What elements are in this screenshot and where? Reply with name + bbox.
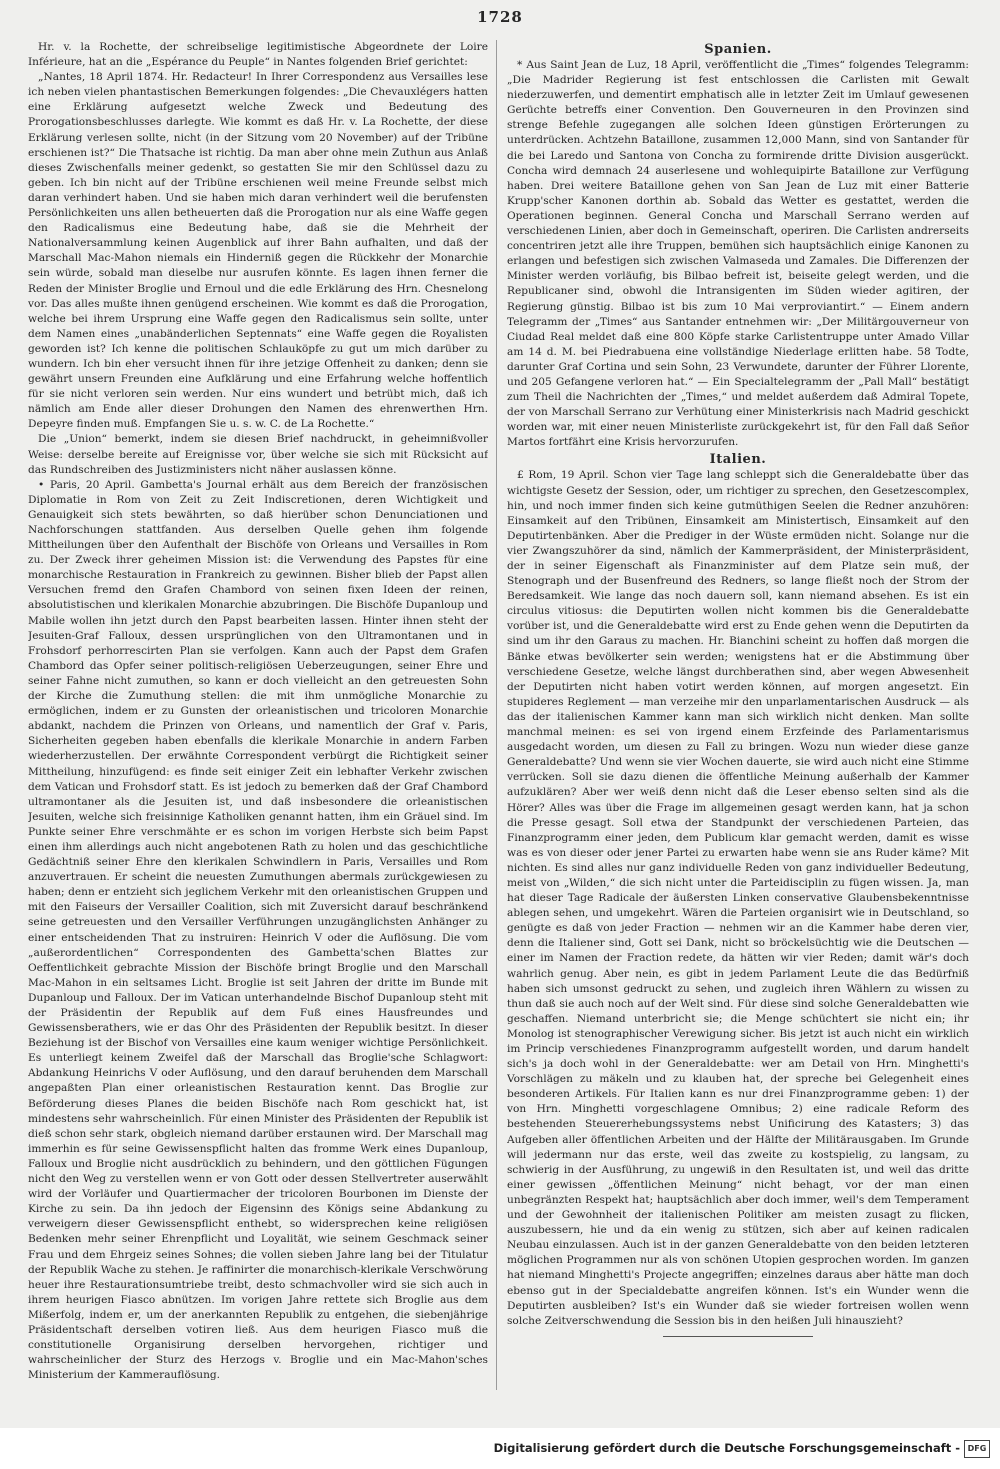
right-column: [507, 40, 969, 1400]
section-heading-italy: Italien.: [709, 452, 767, 468]
article-spain: * Aus Saint Jean de Luz, 18 April, veröffentlicht die „Times“ folgendes Telegramm: „Die Madrider Regierung ist fest entschlossen die Carlisten mit Gewalt niederzuwerfen, und dementirt emphatisch alle in letzter Zeit im Umlauf gewesenen Gerüchte betreffs einer Convention. Den Gouverneuren in den Provinzen sind strenge Befehle zugegangen alle solchen Ideen günstigen Erörterungen zu unterdrücken. Achtzehn Bataillone, zusammen 12,000 Mann, sind von Santander für die bei Laredo und Santona von Concha zu formirende dritte Division ausgerückt. Concha wird demnach 24 auserlesene und wohlequipirte Bataillone zur Verfügung haben. Drei weitere Bataillone gehen von San Jean de Luz mit einer Batterie Krupp'scher Kanonen dorthin ab. Sobald das Wetter es gestattet, werden die Operationen beginnen. General Concha und Marschall Serrano werden auf verschiedenen Linien, aber doch in Gemeinschaft, operiren. Die Carlisten andrerseits concentriren jetzt alle ihre Truppen, bemühen sich hauptsächlich einige Kanonen zu erlangen und befestigen sich zwischen Valmaseda und Zamales. Die Differenzen der Minister werden vorläufig, bis Bilbao befreit ist, beiseite gelegt werden, und die Republicaner sind, obwohl die Intransigenten im Süden wieder agitiren, der Regierung günstig. Bilbao ist bis zum 10 Mai verproviantirt.“ — Einem andern Telegramm der „Times“ aus Santander entnehmen wir: „Der Militärgouverneur von Ciudad Real meldet daß eine 800 Köpfe starke Carlistentruppe unter Amado Villar am 14 d. M. bei Piedrabuena eine vollständige Niederlage erlitten habe. 58 Todte, darunter Graf Cortina und sein Sohn, 23 Verwundete, darunter der Führer Llorente, und 205 Gefangene verloren hat.“ — Ein Specialtelegramm der „Pall Mall“ bestätigt zum Theil die Nachrichten der „Times,“ und meldet außerdem daß Admiral Topete, der von Marschall Serrano zur Verhütung einer Ministerkrisis nach Madrid geschickt worden war, mit einer neuen Ministerliste zurückgekehrt ist, für den Fall daß Señor Martos fortfährt eine Krisis hervorzurufen.: [507, 59, 969, 449]
left-column: [28, 40, 488, 1400]
footer-credit: Digitalisierung gefördert durch die Deutsche Forschungsgemeinschaft -: [493, 1441, 960, 1455]
end-rule: [663, 1336, 813, 1337]
article-rochette-letter: „Nantes, 18 April 1874. Hr. Redacteur! In Ihrer Correspondenz aus Versailles lese ich neben vielen phantastischen Bemerkungen folgendes: „Die Chevauxlégers hatten eine Erklärung aufgesetzt welche Zweck und Bedeutung des Prorogationsbeschlusses darlegte. Wie kommt es daß Hr. v. La Rochette, der diese Erklärung verlesen sollte, nicht (in der Sitzung vom 20 November) auf der Tribüne erschienen ist?“ Die Thatsache ist richtig. Da man aber ohne mein Zuthun aus Anlaß dieses Zwischenfalls meiner gedenkt, so gestatten Sie mir den Schlüssel dazu zu geben. Ich bin nicht auf der Tribüne erschienen weil meine Freunde selbst mich daran verhindert haben. Und sie haben mich daran verhindert weil die berufensten Persönlichkeiten uns allen betheuerten daß die Prorogation nur als eine Waffe gegen den Radicalismus eine Bedeutung habe, daß sie die Mehrheit der Nationalversammlung keinen Augenblick auf ihrer Bahn aufhalten, und daß der Marschall Mac-Mahon niemals ein Hinderniß gegen die Rückkehr der Monarchie sein würde, sobald man dieselbe nur ausrufen könnte. Es lagen ihnen ferner die Reden der Minister Broglie und Ernoul und die edle Erklärung des Hrn. Chesnelong vor. Das alles mußte ihnen genügend erscheinen. Wie kommt es daß die Prorogation, welche bei ihrem Ursprung eine Waffe gegen den Radicalismus sein sollte, unter dem Namen eines „unabänderlichen Septennats“ eine Waffe gegen die Royalisten geworden ist? Ich kenne die politischen Schlauköpfe zu gut um mich darüber zu wundern. Ich bin eher versucht ihnen für ihre jetzige Offenheit zu danken; denn sie gewährt unsern Freunden eine Aufklärung und eine Erfahrung welche hoffentlich für sie nicht verloren sein werden. Nur eins wundert und betrübt mich, daß ich nämlich am Ende aller dieser Drohungen den Namen des ehrenwerthen Hrn. Depeyre finden muß. Empfangen Sie u. s. w. C. de La Rochette.“: [28, 71, 488, 431]
page-number: 1728: [477, 8, 523, 26]
footer-bar: [0, 1428, 1000, 1469]
article-rochette-intro: Hr. v. la Rochette, der schreibselige legitimistische Abgeordnete der Loire Inférieure, hat an die „Espérance du Peuple“ in Nantes folgenden Brief gerichtet:: [28, 41, 488, 69]
article-italy: £ Rom, 19 April. Schon vier Tage lang schleppt sich die Generaldebatte über das wichtigste Gesetz der Session, oder, um richtiger zu sprechen, den Gesetzescomplex, hin, und noch immer finden sich keine gutmüthigen Seelen die Redner anzuhören: Einsamkeit auf den Tribünen, Einsamkeit am Ministertisch, Einsamkeit auf den Deputirtenbänken. Aber die Prediger in der Wüste ermüden nicht. Solange nur die vier Zwangszuhörer da sind, nämlich der Kammerpräsident, der Ministerpräsident, der in seiner Eigenschaft als Finanzminister auf dem Platze sein muß, der Stenograph und der Busenfreund des Redners, so lange fließt noch der Strom der Beredsamkeit. Wie lange das noch dauern soll, kann niemand absehen. Es ist ein circulus vitiosus: die Deputirten wollen nicht kommen bis die Generaldebatte vorüber ist, und die Generaldebatte wird erst zu Ende gehen wenn die Deputirten da sind um ihr den Garaus zu machen. Hr. Bianchini scheint zu hoffen daß morgen die Bänke etwas bevölkerter sein werden; wenigstens hat er die Abstimmung über verschiedene Gesetze, welche längst durchberathen sind, aber wegen Abwesenheit der Deputirten nicht haben votirt werden können, auf morgen angesetzt. Ein stupideres Reglement — man verzeihe mir den unparlamentarischen Ausdruck — als das der italienischen Kammer kann man sich wirklich nicht denken. Man sollte manchmal meinen: es sei von irgend einem Erzfeinde des Parlamentarismus ausgedacht worden, um diesen zu Fall zu bringen. Wozu nun wieder diese ganze Generaldebatte? Und wenn sie vier Wochen dauerte, sie wird auch nicht eine Stimme verrücken. Soll sie dazu dienen die öffentliche Meinung außerhalb der Kammer aufzuklären? Aber wer weiß denn nicht daß die Leser ebenso selten sind als die Hörer? Alles was über die Frage im allgemeinen gesagt werden kann, hat ja schon die Presse gesagt. Soll etwa der Standpunkt der verschiedenen Parteien, das Finanzprogramm einer jeden, dem Publicum klar gemacht werden, damit es wisse was es von dieser oder jener Partei zu erwarten habe wenn sie ans Ruder käme? Mit nichten. Es sind alles nur ganz individuelle Reden von ganz individueller Bedeutung, meist von „Wilden,“ die sich nicht unter die Parteidisciplin zu fügen wissen. Ja, man hat dieser Tage Radicale der äußersten Linken conservative Glaubensbekenntnisse ablegen sehen, und umgekehrt. Wären die Parteien organisirt wie in Deutschland, so genügte es daß von jeder Fraction — nehmen wir an die Kammer habe deren vier, denn die Italiener sind, Gott sei Dank, nicht so bröckelsüchtig wie die Deutschen — einer im Namen der Fraction redete, da hätten wir vier Reden; damit wär's doch wahrlich genug. Aber nein, es gibt in jedem Parlament Leute die das Bedürfniß haben sich umsonst gedruckt zu sehen, und zugleich ihren Wählern zu wissen zu thun daß sie auch noch auf der Welt sind. Für diese sind solche Generaldebatten wie geschaffen. Niemand unterbricht sie; die Menge schüchtert sie nicht ein; ihr Monolog ist stenographischer Verewigung sicher. Bis jetzt ist auch nicht ein wirklich im Princip verschiedenes Finanzprogramm aufgestellt worden, und darum handelt sich's ja doch wohl in der Generaldebatte: wer am Detail von Hrn. Minghetti's Vorschlägen zu mäkeln und zu klauben hat, der spreche bei Gelegenheit eines besonderen Artikels. Für Italien kann es nur drei Finanzprogramme geben: 1) der von Hrn. Minghetti vorgeschlagene Omnibus; 2) eine radicale Reform des bestehenden Steuererhebungssystems nebst Unificirung des Katasters; 3) das Aufgeben aller öffentlichen Arbeiten und der Hälfte der Militärausgaben. Im Grunde will jedermann nur das erste, weil das zweite zu kostspielig, zu langsam, zu schwierig in der Ausführung, zu ungewiß in den Resultaten ist, und weil das dritte einer gewissen „öffentlichen Meinung“ nicht behagt, vor der man einen unbegränzten Respekt hat; hauptsächlich aber doch immer, weil's dem Temperament und der Gewohnheit der italienischen Politiker am meisten zusagt zu flicken, auszubessern, hie und da ein wenig zu stützen, sich aber auf keinen radicalen Neubau einzulassen. Auch ist in der ganzen Generaldebatte von den beiden letzteren möglichen Programmen nur als von schönen Utopien gesprochen worden. Im ganzen hat niemand Minghetti's Projecte angegriffen; einzelnes daraus aber hätte man doch ebenso gut in der Specialdebatte angreifen können. Ist's ein Wunder wenn die Deputirten ausbleiben? Ist's ein Wunder daß sie wieder fortreisen wollen wenn solche Zeitverschwendung die Session bis in den heißen Juli hinauszieht?: [507, 469, 969, 1327]
section-heading-spain: Spanien.: [704, 42, 772, 57]
article-union-note: Die „Union“ bemerkt, indem sie diesen Brief nachdruckt, in geheimnißvoller Weise: derselbe bereite auf Ereignisse vor, über welche sie sich mit Rücksicht auf das Rundschreiben des Justizministers nicht näher auslassen könne.: [28, 433, 488, 476]
column-divider: [496, 40, 497, 1390]
dfg-logo-icon: DFG: [964, 1440, 990, 1458]
article-paris: • Paris, 20 April. Gambetta's Journal erhält aus dem Bereich der französischen Diplomatie in Rom von Zeit zu Zeit Indiscretionen, deren Wichtigkeit und Genauigkeit sich stets bewährten, so daß hierüber schon Denunciationen und Nachforschungen stattfanden. Aus derselben Quelle gehen ihm folgende Mittheilungen über den Aufenthalt der Bischöfe von Orleans und Versailles in Rom zu. Der Zweck ihrer geheimen Mission ist: die Verwendung des Papstes für eine monarchische Restauration in Frankreich zu gewinnen. Bisher blieb der Papst allen Versuchen fremd den Grafen Chambord von seinen fixen Ideen der reinen, absolutistischen und klerikalen Monarchie abzubringen. Die Bischöfe Dupanloup und Mabile wollen ihn jetzt durch den Papst bearbeiten lassen. Hinter ihnen steht der Jesuiten-Graf Falloux, dessen ursprünglichen von den Ultramontanen und in Frohsdorf perhorrescirten Plan sie verfolgen. Kann auch der Papst dem Grafen Chambord das Opfer seiner politisch-religiösen Ueberzeugungen, seiner Ehre und seiner Fahne nicht zumuthen, so kann er doch vielleicht an den getreuesten Sohn der Kirche die Zumuthung stellen: die mit ihm unmögliche Monarchie zu ermöglichen, indem er zu Gunsten der orleanistischen und tricoloren Monarchie abdankt, nachdem die Prinzen von Orleans, und namentlich der Graf v. Paris, Sicherheiten gegeben haben ebenfalls die klerikale Monarchie in andern Farben wiederherzustellen. Der erwähnte Correspondent verbürgt die Richtigkeit seiner Mittheilung, hinzufügend: es finde seit einiger Zeit ein lebhafter Verkehr zwischen dem Vatican und Frohsdorf statt. Es ist jedoch zu bemerken daß der Graf Chambord ultramontaner als die Jesuiten ist, und daß insbesondere die orleanistischen Jesuiten, welche sich freisinnige Katholiken genannt hatten, ihm ein Gräuel sind. Im Punkte seiner Ehre verschmähte er es schon im vorigen Herbste sich beim Papst einen ihm allerdings auch nicht angebotenen Rath zu holen und das geschichtliche Gedächtniß seiner Ehre den klerikalen Schwindlern in Paris, Versailles und Rom anzuvertrauen. Er scheint die neuesten Zumuthungen abermals zurückgewiesen zu haben; denn er entzieht sich jeglichem Verkehr mit den orleanistischen Gruppen und mit den Faiseurs der Versailler Coalition, sich mit Zuversicht darauf beschränkend seine getreuesten und den Versailler Verführungen unzugänglichsten Anhänger zu einer entscheidenden That zu instruiren: Heinrich V oder die Auflösung. Die vom „außerordentlichen“ Correspondenten des Gambetta'schen Blattes zur Oeffentlichkeit gebrachte Mission der Bischöfe bringt Broglie und den Marschall Mac-Mahon in ein seltsames Licht. Broglie ist seit Jahren der dritte im Bunde mit Dupanloup und Falloux. Der im Vatican unterhandelnde Bischof Dupanloup steht mit der Präsidentin der Republik auf dem Fuß eines Hausfreundes und Gewissensberathers, wie er das Ohr des Präsidenten der Republik besitzt. In dieser Beziehung ist der Bischof von Versailles eine kaum weniger wichtige Persönlichkeit. Es unterliegt keinem Zweifel daß der Marschall das Broglie'sche Schlagwort: Abdankung Heinrichs V oder Auflösung, und den darauf beruhenden dem Marschall angepaßten Plan einer orleanistischen Restauration kennt. Das Broglie zur Beförderung dieses Planes die beiden Bischöfe nach Rom geschickt hat, ist mindestens sehr wahrscheinlich. Für einen Minister des Präsidenten der Republik ist dieß schon sehr stark, obgleich niemand darüber erstaunen wird. Der Marschall mag immerhin es für seine Gewissenspflicht halten das fromme Werk eines Dupanloup, Falloux und Broglie nicht ausdrücklich zu behindern, und den göttlichen Fügungen nicht den Weg zu verstellen wenn er von Gott oder dessen Stellvertreter auserwählt wird der Vorläufer und Quartiermacher der tricoloren Bourbonen im Dienste der Kirche zu sein. Da ihn jedoch der Eigensinn des Königs seine Abdankung zu verweigern dieser Gewissenspflicht enthebt, so widersprechen keine religiösen Bedenken mehr seiner Ehrenpflicht und Loyalität, wie seinem Geschmack seiner Frau und dem Ehrgeiz seines Sohnes; die vollen sieben Jahre lang bei der Titulatur der Republik Wache zu stehen. Je raffinirter die monarchisch-klerikale Verschwörung heuer ihre Restaurationsumtriebe treibt, desto schmachvoller wird sie sich auch in ihrem heurigen Fiasco abnützen. Im vorigen Jahre rettete sich Broglie aus dem Mißerfolg, indem er, um der anerkannten Republik zu entgehen, die siebenjährige Präsidentschaft derselben votiren ließ. Aus dem heurigen Fiasco muß die constitutionelle Organisirung derselben hervorgehen, richtiger und wahrscheinlicher der Sturz des Herzogs v. Broglie und ein Mac-Mahon'sches Ministerium der Kammerauflösung.: [28, 478, 488, 1382]
